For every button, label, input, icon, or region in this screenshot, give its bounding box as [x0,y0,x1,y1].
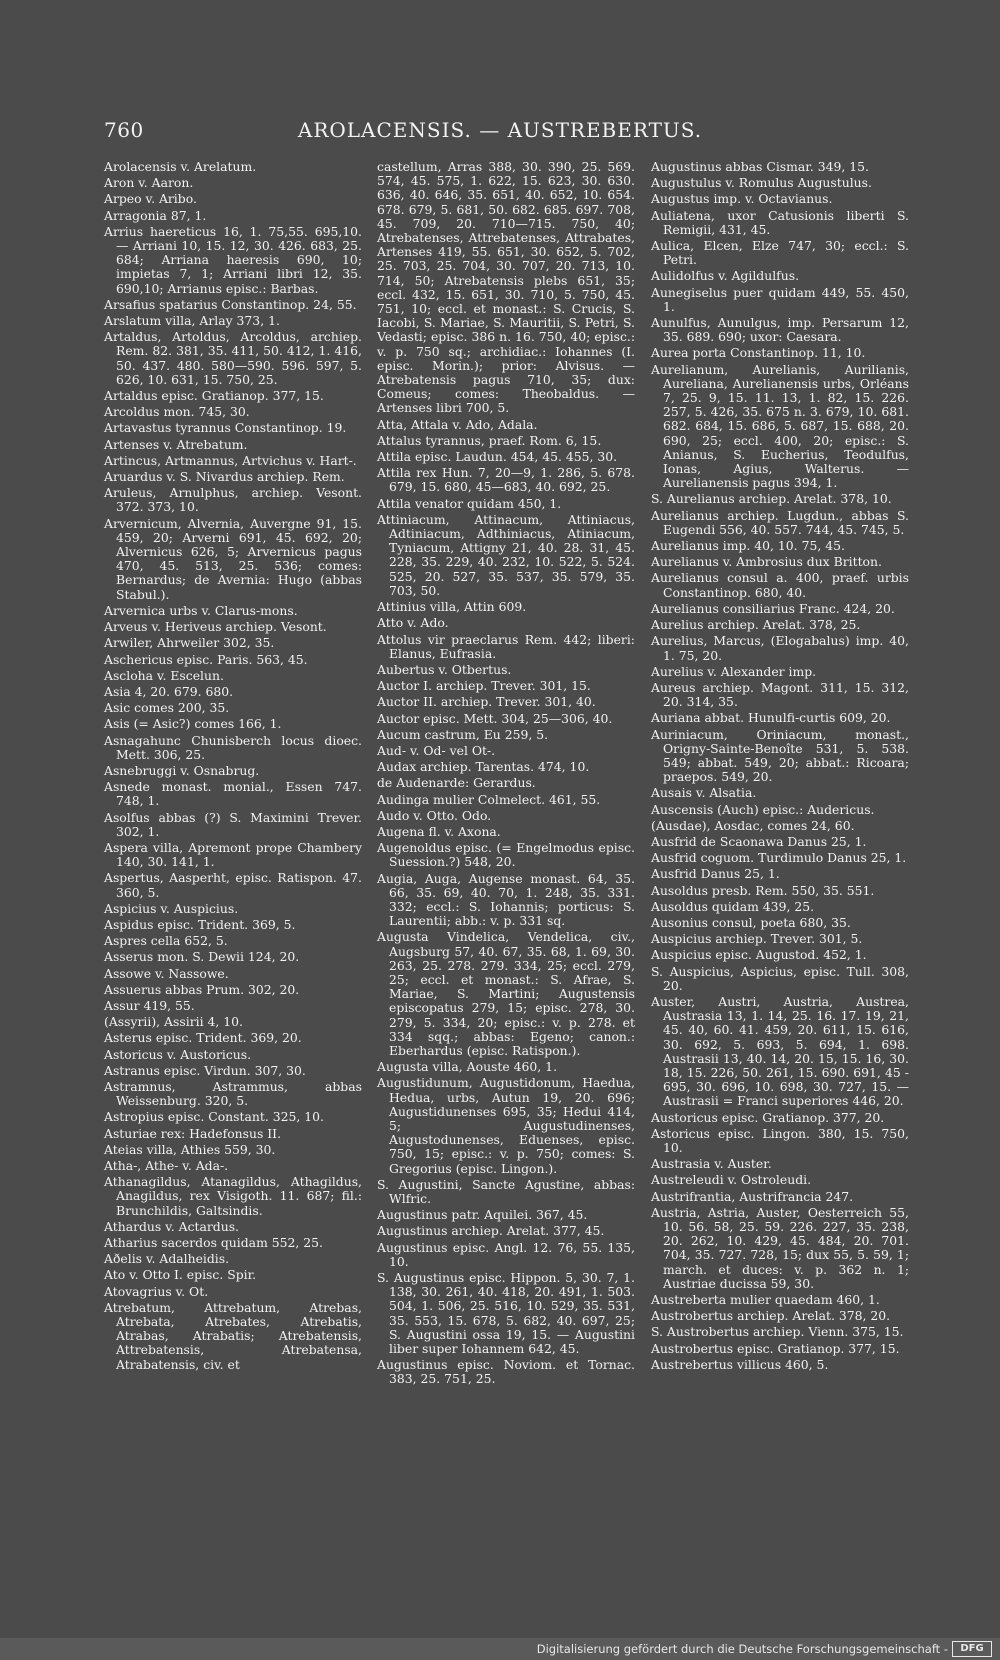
index-entry: castellum, Arras 388, 30. 390, 25. 569. 574, 45. 575, 1. 622, 15. 623, 30. 630. 636, 40. 646, 35. 651, 40. 652, 10. 654. 678. 679, 5. 681, 50. 682. 685. 697. 708, 45. 709, 20. 710—715. 750, 40; Atrebatenses, Attrebatenses, Attrabates, Artenses 419, 55. 651, 30. 652, 5. 702, 25. 703, 25. 704, 30. 707, 20. 713, 10. 714, 50; Atrebatensis plebs 651, 35; eccl. 432, 15. 651, 30. 710, 5. 750, 45. 751, 10; eccl. et monast.: S. Crucis, S. Iacobi, S. Mariae, S. Mauritii, S. Petri, S. Vedasti; episc. 386 n. 16. 750, 40; episc.: v. p. 750 sq.; archidiac.: Iohannes (I. episc. Morin.); prior: Alvisus. — Atrebatensis pagus 710, 35; dux: Comeus; comes: Theobaldus. — Artenses libri 700, 5. [377,159,635,416]
index-entry: Auliatena, uxor Catusionis liberti S. Remigii, 431, 45. [651,207,909,237]
index-entry: S. Augustini, Sancte Agustine, abbas: Wlfric. [377,1176,635,1207]
index-entry: Arslatum villa, Arlay 373, 1. [104,313,280,329]
index-entry: Astropius episc. Constant. 325, 10. [104,1109,324,1125]
index-entry: Arsafius spatarius Constantinop. 24, 55. [104,296,357,312]
index-entry: Ausonius consul, poeta 680, 35. [651,914,851,930]
index-entry: Astoricus episc. Lingon. 380, 15. 750, 10. [651,1125,909,1155]
index-entry: Ascloha v. Escelun. [104,667,224,683]
index-entry: Aucum castrum, Eu 259, 5. [377,726,549,742]
index-entry: Arrius haereticus 16, 1. 75,55. 695,10. — Arriani 10, 15. 12, 30. 426. 683, 25. 684; Arriana haeresis 690, 10; impietas 7, 1; Arriani libri 12, 35. 690,10; Arrianus episc.: Barbas. [104,223,362,296]
index-entry: Astranus episc. Virdun. 307, 30. [104,1062,306,1078]
index-entry: Auster, Austri, Austria, Austrea, Austrasia 13, 1. 14, 25. 16. 17. 19, 21, 45. 40, 60. 41. 459, 20. 611, 15. 616, 30. 692, 5. 693, 5. 694, 1. 698. Austrasii 13, 40. 14, 20. 15, 15. 16, 30. 18, 15. 226, 50. 261, 15. 690. 691, 45 - 695, 30. 696, 10. 698, 30. 727, 15. — Austrasii = Franci superiores 446, 20. [651,993,909,1109]
index-entry: Atha-, Athe- v. Ada-. [104,1158,229,1173]
index-entry: Atta, Attala v. Ado, Adala. [377,416,538,432]
index-entry: S. Auspicius, Aspicius, episc. Tull. 308, 20. [651,963,909,993]
index-entry: Augusta Vindelica, Vendelica, civ., Augsburg 57, 40. 67, 35. 68, 1. 69, 30. 263, 25. 278. 279. 334, 25; eccl. 279, 25; eccl. et monast.: S. Afrae, S. Mariae, S. Martini; Augustensis episcopatus 279, 15; episc. 278, 30. 279, 5. 334, 20; episc.: v. p. 278. et 334 sqq.; abbas: Egeno; canon.: Eberhardus (episc. Ratispon.). [377,929,635,1058]
index-entry: Artenses v. Atrebatum. [104,436,248,452]
index-entry: Augusta villa, Aouste 460, 1. [377,1059,558,1075]
index-entry: Aspera villa, Apremont prope Chambery 140, 30. 141, 1. [104,839,362,870]
index-entry: Aunulfus, Aunulgus, imp. Persarum 12, 35. 689. 690; uxor: Caesara. [651,315,909,345]
index-column-2 [377,160,635,1389]
index-entry: Aunegiselus puer quidam 449, 55. 450, 1. [651,284,909,314]
index-entry: Augustus imp. v. Octavianus. [651,191,833,207]
index-entry: Aud- v. Od- vel Ot-. [377,742,496,758]
index-entry: Asic comes 200, 35. [104,700,230,716]
index-entry: Augustinus abbas Cismar. 349, 15. [651,159,869,174]
index-entry: Aurelius, Marcus, (Elogabalus) imp. 40, 1. 75, 20. [651,633,909,663]
index-entry: Arvernica urbs v. Clarus-mons. [104,602,298,618]
index-entry: Asia 4, 20. 679. 680. [104,683,234,699]
index-entry: Attiniacum, Attinacum, Attiniacus, Adtiniacum, Adthiniacus, Atiniacum, Tyniacum, Attigny 21, 40. 28. 31, 45. 228, 35. 229, 40. 232, 10. 522, 5. 524. 525, 20. 527, 35. 537, 35. 579, 35. 703, 50. [377,511,635,598]
index-entry: Aurelius v. Alexander imp. [651,663,817,679]
index-entry: Audax archiep. Tarentas. 474, 10. [377,759,590,775]
index-entry: Augustinus archiep. Arelat. 377, 45. [377,1223,605,1239]
index-entry: Aurelianus imp. 40, 10. 75, 45. [651,538,845,554]
index-entry: de Audenarde: Gerardus. [377,775,536,791]
index-entry: Aspicius v. Auspicius. [104,900,239,916]
index-entry: Aron v. Aaron. [104,175,194,191]
index-entry: Arvernicum, Alvernia, Auvergne 91, 15. 459, 20; Arverni 691, 45. 692, 20; Alvernicus 626, 5; Arvernicus pagus 470, 45. 513, 25. 536; comes: Bernardus; de Avernia: Hugo (abbas Stabul.). [104,515,362,602]
index-entry: Auctor I. archiep. Trever. 301, 15. [377,678,591,694]
page-number: 760 [104,118,144,142]
index-entry: Aschericus episc. Paris. 563, 45. [104,651,308,667]
index-column-1 [104,160,362,1374]
index-entry: Artaldus, Artoldus, Arcoldus, archiep. Rem. 82. 381, 35. 411, 50. 412, 1. 416, 50. 437. 480. 580—590. 596. 597, 5. 626, 10. 631, 15. 750, 25. [104,329,362,387]
index-entry: Artaldus episc. Gratianop. 377, 15. [104,388,324,404]
index-entry: Auriana abbat. Hunulfi-curtis 609, 20. [651,710,891,726]
index-entry: Auctor episc. Mett. 304, 25—306, 40. [377,710,613,726]
index-entry: Ausais v. Alsatia. [651,785,757,801]
index-entry: Ausfrid de Scaonawa Danus 25, 1. [651,833,867,849]
index-entry: Asis (= Asic?) comes 166, 1. [104,716,282,732]
index-entry: Atrebatum, Attrebatum, Atrebas, Atrebata, Atrebates, Atrebatis, Atrabas, Atrabatis; Atrebatensis, Attrebatensis, Atrebatensa, Atrabatensis, civ. et [104,1299,362,1372]
index-entry: Aurelianus archiep. Lugdun., abbas S. Eugendi 556, 40. 557. 744, 45. 745, 5. [651,507,909,537]
index-entry: Atharius sacerdos quidam 552, 25. [104,1235,323,1251]
index-entry: Audo v. Otto. Odo. [377,807,492,823]
index-entry: Aulica, Elcen, Elze 747, 30; eccl.: S. Petri. [651,238,909,268]
index-entry: Austreleudi v. Ostroleudi. [651,1172,812,1188]
index-entry: Arpeo v. Aribo. [104,191,197,207]
index-entry: Austrasia v. Auster. [651,1156,772,1172]
index-entry: Asnebruggi v. Osnabrug. [104,762,260,778]
index-entry: Attolus vir praeclarus Rem. 442; liberi: Elanus, Eufrasia. [377,631,635,661]
index-entry: Aurelianus v. Ambrosius dux Britton. [651,554,882,570]
index-entry: Athardus v. Actardus. [104,1218,240,1234]
index-entry: Aurelianus consul a. 400, praef. urbis Constantinop. 680, 40. [651,570,909,600]
index-entry: Ausoldus presb. Rem. 550, 35. 551. [651,882,875,898]
index-entry: Asolfus abbas (?) S. Maximini Trever. 302, 1. [104,809,362,839]
index-entry: Arolacensis v. Arelatum. [104,159,257,174]
index-entry: Astoricus v. Austoricus. [104,1046,252,1062]
index-entry: Augia, Auga, Augense monast. 64, 35. 66, 35. 69, 40. 70, 1. 248, 35. 331. 332; eccl.: S. Iohannis; porticus: S. Laurentii; abb.: v. p. 331 sq. [377,870,635,929]
index-entry: Assur 419, 55. [104,997,195,1013]
index-entry: Aruardus v. S. Nivardus archiep. Rem. [104,469,345,485]
index-entry: Ausfrid Danus 25, 1. [651,866,780,882]
index-entry: Attila venator quidam 450, 1. [377,495,562,511]
page-header-title: AROLACENSIS. — AUSTREBERTUS. [297,118,703,142]
index-column-3 [651,160,909,1374]
index-entry: Aspres cella 652, 5. [104,933,228,949]
index-entry: Athanagildus, Atanagildus, Athagildus, Anagildus, rex Visigoth. 11. 687; fil.: Brunchildis, Galtsindis. [104,1174,362,1218]
index-entry: S. Austrobertus archiep. Vienn. 375, 15. [651,1324,904,1340]
index-entry: Asnede monast. monial., Essen 747. 748, 1. [104,779,362,809]
index-entry: Augena fl. v. Axona. [377,823,501,839]
index-entry: Artavastus tyrannus Constantinop. 19. [104,420,347,436]
index-entry: Austoricus episc. Gratianop. 377, 20. [651,1109,885,1125]
index-entry: Aureus archiep. Magont. 311, 15. 312, 20. 314, 35. [651,679,909,710]
index-entry: Attinius villa, Attin 609. [377,599,527,615]
running-header [0,118,1000,148]
index-entry: Austreberta mulier quaedam 460, 1. [651,1292,880,1308]
index-entry: Aruleus, Arnulphus, archiep. Vesont. 372. 373, 10. [104,485,362,515]
index-entry: Aurelius archiep. Arelat. 378, 25. [651,617,861,633]
footer-bar [0,1638,1000,1660]
index-entry: (Assyrii), Assirii 4, 10. [104,1014,243,1030]
index-entry: Auspicius episc. Augustod. 452, 1. [651,947,867,963]
index-entry: Aurelianus consiliarius Franc. 424, 20. [651,600,895,616]
index-entry: Augustulus v. Romulus Augustulus. [651,175,872,191]
index-entry: Augustidunum, Augustidonum, Haedua, Hedua, urbs, Autun 19, 20. 696; Augustidunenses 695, 35; Hedui 414, 5; Augustudinenses, Augustodunenses, Eduenses, episc. 750, 15; episc.: v. p. 750; comes: S. Gregorius (episc. Lingon.). [377,1075,635,1176]
index-entry: Atto v. Ado. [377,615,449,631]
index-entry: Atovagrius v. Ot. [104,1283,209,1299]
index-entry: Austrobertus episc. Gratianop. 377, 15. [651,1340,900,1356]
index-entry: Asnagahunc Chunisberch locus dioec. Mett. 306, 25. [104,732,362,762]
index-entry: Auscensis (Auch) episc.: Audericus. [651,801,875,817]
index-entry: Aðelis v. Adalheidis. [104,1251,230,1267]
index-entry: Attila episc. Laudun. 454, 45. 455, 30. [377,449,618,465]
index-entry: Ato v. Otto I. episc. Spir. [104,1267,257,1283]
index-entry: Austria, Astria, Auster, Oesterreich 55, 10. 56. 58, 25. 59. 226. 227, 35. 238, 20. 262, 10. 429, 45. 484, 20. 701. 704, 35. 727. 728, 15; dux 55, 5. 59, 1; march. et duces: v. p. 362 n. 1; Austriae ducissa 59, 30. [651,1204,909,1291]
index-entry: Auspicius archiep. Trever. 301, 5. [651,931,863,947]
index-entry: Ausoldus quidam 439, 25. [651,898,815,914]
index-entry: Assowe v. Nassowe. [104,965,229,981]
index-entry: Augustinus episc. Noviom. et Tornac. 383, 25. 751, 25. [377,1357,635,1387]
index-entry: Aubertus v. Otbertus. [377,661,512,677]
index-entry: Audinga mulier Colmelect. 461, 55. [377,791,601,807]
index-entry: (Ausdae), Aosdac, comes 24, 60. [651,817,855,833]
index-entry: Augustinus patr. Aquilei. 367, 45. [377,1207,588,1223]
index-entry: Assuerus abbas Prum. 302, 20. [104,981,300,997]
index-entry: S. Augustinus episc. Hippon. 5, 30. 7, 1. 138, 30. 261, 40. 418, 20. 491, 1. 503. 504, 1. 506, 25. 516, 10. 529, 35. 531, 35. 553, 15. 678, 5. 682, 40. 697, 25; S. Augustini ossa 19, 15. — Augustini liber super Iohannem 642, 45. [377,1270,635,1357]
index-entry: Artincus, Artmannus, Artvichus v. Hart-. [104,452,357,468]
funding-note: Digitalisierung gefördert durch die Deutsche Forschungsgemeinschaft - [536,1642,948,1656]
index-entry: Auctor II. archiep. Trever. 301, 40. [377,694,596,710]
index-entry: Arveus v. Heriveus archiep. Vesont. [104,619,327,635]
index-entry: Ateias villa, Athies 559, 30. [104,1141,276,1157]
index-entry: Asterus episc. Trident. 369, 20. [104,1030,302,1046]
index-entry: Aurea porta Constantinop. 11, 10. [651,345,866,361]
index-entry: Asserus mon. S. Dewii 124, 20. [104,949,300,965]
index-entry: Austrifrantia, Austrifrancia 247. [651,1188,854,1204]
index-entry: Ausfrid coguom. Turdimulo Danus 25, 1. [651,850,907,866]
index-entry: Aspertus, Aasperht, episc. Ratispon. 47. 360, 5. [104,870,362,900]
index-entry: Arragonia 87, 1. [104,207,207,223]
index-entry: Austrobertus archiep. Arelat. 378, 20. [651,1308,891,1324]
index-entry: Attalus tyrannus, praef. Rom. 6, 15. [377,432,602,448]
index-entry: Aspidus episc. Trident. 369, 5. [104,916,296,932]
index-entry: Auriniacum, Oriniacum, monast., Origny-Sainte-Benoîte 531, 5. 538. 549; abbat. 549, 20; abbat.: Ricoara; praepos. 549, 20. [651,726,909,785]
index-entry: Arwiler, Ahrweiler 302, 35. [104,635,275,651]
index-entry: Asturiae rex: Hadefonsus II. [104,1125,282,1141]
index-entry: Aulidolfus v. Agildulfus. [651,268,800,284]
index-entry: Attila rex Hun. 7, 20—9, 1. 286, 5. 678. 679, 15. 680, 45—683, 40. 692, 25. [377,465,635,495]
dfg-logo: DFG [952,1641,992,1657]
index-entry: Austrebertus villicus 460, 5. [651,1356,829,1372]
index-entry: S. Aurelianus archiep. Arelat. 378, 10. [651,491,892,507]
index-entry: Augenoldus episc. (= Engelmodus episc. Suession.?) 548, 20. [377,840,635,870]
index-entry: Arcoldus mon. 745, 30. [104,404,250,420]
index-entry: Aurelianum, Aurelianis, Aurilianis, Aureliana, Aurelianensis urbs, Orléans 7, 25. 9, 15. 11. 13, 1. 82, 15. 226. 257, 5. 426, 35. 675 n. 3. 679, 10. 681. 682. 684, 15. 686, 5. 687, 15. 688, 20. 690, 25; eccl. 400, 20; episc.: S. Anianus, S. Eucherius, Teodulfus, Ionas, Agius, Walterus. — Aurelianensis pagus 394, 1. [651,361,909,491]
index-entry: Augustinus episc. Angl. 12. 76, 55. 135, 10. [377,1239,635,1269]
index-entry: Astramnus, Astrammus, abbas Weissenburg. 320, 5. [104,1078,362,1109]
